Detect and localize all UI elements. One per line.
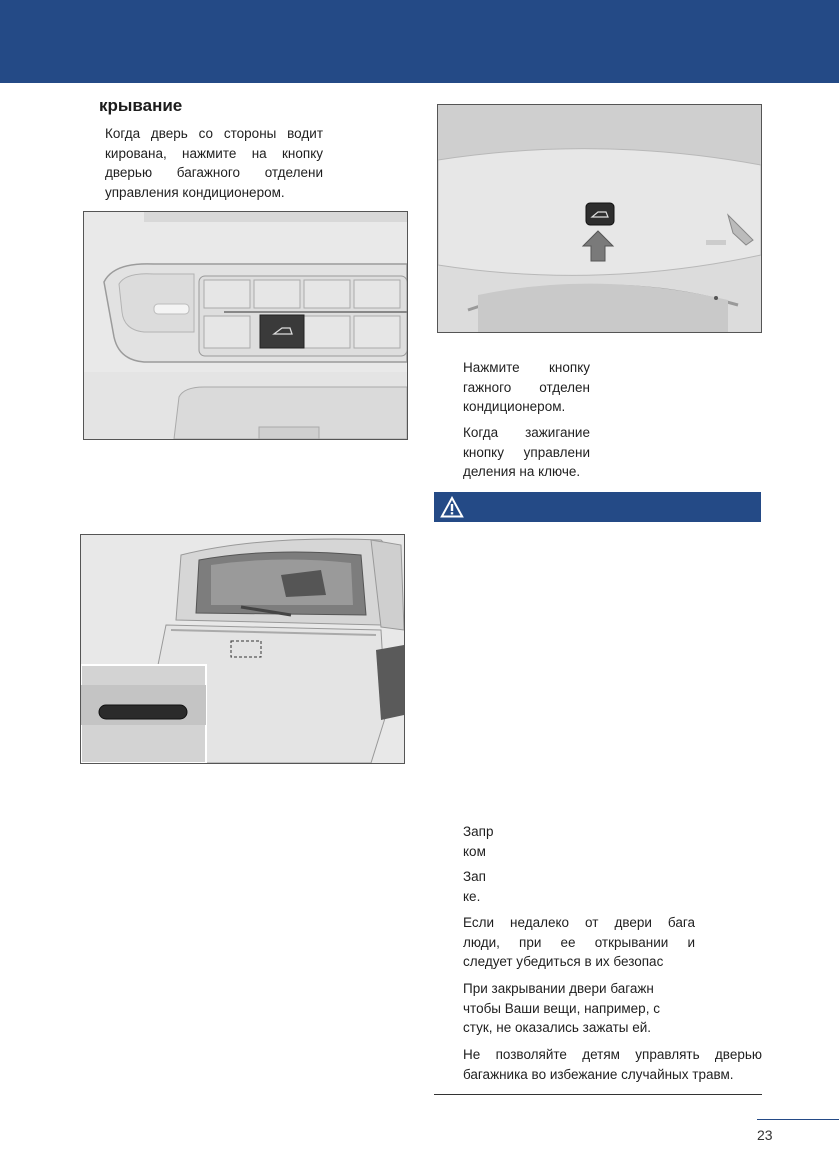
header-band [0, 0, 839, 83]
text-line: кондиционером. [463, 399, 566, 414]
text-line: следует убедиться в их безопас [463, 954, 664, 969]
text-line: Зап [463, 869, 486, 884]
text-line: управления кондиционером. [105, 184, 285, 200]
text-line: Нажмите кнопку [463, 360, 590, 375]
text-line: кнопку управлени [463, 444, 590, 460]
warning-item-2 [463, 867, 763, 906]
text-line: люди, при ее открывании и [463, 934, 695, 950]
text-line: Не позволяйте детям управлять дверью [463, 1047, 762, 1062]
console-button-figure [83, 211, 408, 440]
text-line: Если недалеко от двери бага [463, 915, 695, 930]
tailgate-button-figure [437, 104, 762, 333]
warning-item-3 [463, 913, 695, 972]
section-title: крывание [99, 96, 183, 115]
text-line: Когда зажигание [463, 425, 590, 440]
warning-item-4 [463, 979, 695, 1038]
warning-item-1 [463, 822, 763, 861]
text-line: ке. [463, 888, 481, 904]
page-number-rule [757, 1119, 839, 1120]
text-line: чтобы Ваши вещи, например, с [463, 1000, 660, 1016]
text-line: багажника во избежание случайных травм. [463, 1066, 734, 1082]
warning-item-5 [463, 1045, 762, 1084]
text-line: дверью багажного отделени [105, 165, 323, 180]
text-line: При закрывании двери багажн [463, 981, 654, 996]
text-line: ком [463, 843, 486, 859]
section-divider [434, 1094, 762, 1095]
warning-bar [434, 492, 761, 522]
right-paragraph-1 [463, 358, 590, 417]
left-paragraph [105, 124, 323, 202]
text-line: кирована, нажмите на кнопку [105, 145, 323, 161]
text-line: стук, не оказались зажаты ей. [463, 1020, 652, 1035]
rear-vehicle-figure [80, 534, 405, 764]
text-line: Запр [463, 824, 494, 839]
text-line: деления на ключе. [463, 464, 581, 479]
text-line: гажного отделен [463, 379, 590, 395]
warning-triangle-icon [440, 496, 464, 518]
right-paragraph-2 [463, 423, 590, 482]
text-line: Когда дверь со стороны водит [105, 126, 323, 141]
page-number: 23 [757, 1127, 773, 1143]
